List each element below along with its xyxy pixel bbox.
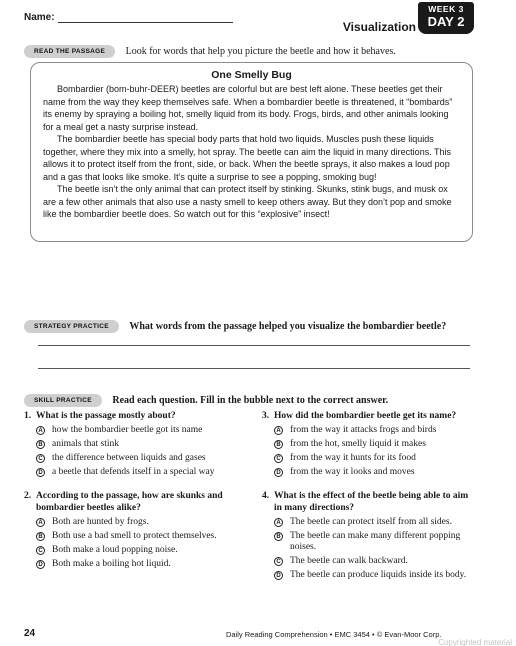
option-text: from the way it hunts for its food [290,452,416,463]
question-2 [24,490,254,570]
passage-title: One Smelly Bug [211,69,292,81]
answer-option[interactable] [24,559,254,571]
question-stem: According to the passage, how are skunks and bombardier beetles alike? [36,491,223,513]
option-text: how the bombardier beetle got its name [52,424,203,435]
name-label: Name: [24,12,55,23]
option-text: from the way it attacks frogs and birds [290,424,437,435]
skill-instruction: Read each question. Fill in the bubble next to the correct answer. [112,395,389,407]
passage-paragraph: The bombardier beetle has special body parts that hold two liquids. Muscles push these liquids together, where they mix into a smelly, hot spray. The beetle can aim the liquid in many directions. This allows it to protect itself from the front, side, or back. When the beetle sprays, it also makes a loud pop and a gas that looks like smoke. It’s quite a surprise to see a popping, smoking bug! [43,134,452,182]
option-text: from the way it looks and moves [290,466,415,477]
question-number: 2. [24,491,32,501]
answer-option[interactable] [262,439,482,451]
question-stem: What is the effect of the beetle being able to aim in many directions? [274,491,469,513]
passage-paragraph: Bombardier (bom-buhr-DEER) beetles are colorful but are best left alone. These beetles get their name from the way they keep themselves safe. When a bombardier beetle is threatened, it “bombards” its enemy by spraying a boiling hot, smelly liquid from its body. Frogs, birds, and other animals looking for a meal get a nasty surprise instead. [43,84,453,132]
answer-bubble[interactable]: D [274,571,283,580]
option-text: a beetle that defends itself in a special way [52,466,215,477]
answer-bubble[interactable]: D [274,468,283,477]
option-text: The beetle can protect itself from all sides. [290,516,452,527]
read-passage-pill: READ THE PASSAGE [24,45,115,58]
option-text: Both make a loud popping noise. [52,544,178,555]
answer-bubble[interactable]: B [36,440,45,449]
answer-bubble[interactable]: C [36,454,45,463]
day-label: DAY 2 [427,14,465,29]
answer-bubble[interactable]: C [274,454,283,463]
question-number: 1. [24,411,32,421]
strategy-practice-row [24,318,446,336]
option-text: The beetle can make many different popping noises. [290,530,461,552]
week-day-badge [418,2,474,34]
question-stem: What is the passage mostly about? [36,411,176,421]
answer-bubble[interactable]: B [274,440,283,449]
passage-paragraph: The beetle isn’t the only animal that can protect itself by stinking. Skunks, stink bugs, and musk ox are a few other animals that also use a nasty smell to keep others away. But they don’t pop and smoke like the bombardier beetle does. So watch out for this “explosive” insect! [43,184,452,219]
question-number: 3. [262,411,270,421]
answer-option[interactable] [262,425,482,437]
answer-option[interactable] [262,517,472,529]
answer-option[interactable] [262,531,472,554]
answer-line[interactable] [38,345,470,346]
question-3 [262,410,482,478]
read-passage-row [24,43,396,61]
answer-bubble[interactable]: A [36,518,45,527]
answer-bubble[interactable]: A [274,518,283,527]
answer-bubble[interactable]: C [274,557,283,566]
skill-practice-pill: SKILL PRACTICE [24,394,102,407]
option-text: Both are hunted by frogs. [52,516,149,527]
answer-option[interactable] [262,453,482,465]
option-text: Both make a boiling hot liquid. [52,558,171,569]
answer-option[interactable] [24,531,254,543]
answer-option[interactable] [24,453,254,465]
answer-bubble[interactable]: B [274,532,283,541]
footer-credit: Daily Reading Comprehension • EMC 3454 • © Evan-Moor Corp. [226,630,442,639]
answer-option[interactable] [24,545,254,557]
option-text: Both use a bad smell to protect themselves. [52,530,217,541]
skill-topic: Visualization [342,20,416,34]
page-number: 24 [24,628,36,639]
passage-box [30,62,473,242]
question-4 [262,490,472,582]
answer-option[interactable] [24,517,254,529]
answer-bubble[interactable]: B [36,532,45,541]
option-text: from the hot, smelly liquid it makes [290,438,426,449]
question-1 [24,410,254,478]
name-line[interactable] [58,13,233,23]
strategy-question: What words from the passage helped you visualize the bombardier beetle? [129,321,447,333]
option-text: The beetle can produce liquids inside its body. [290,570,467,580]
question-number: 4. [262,491,270,501]
answer-bubble[interactable]: D [36,468,45,477]
answer-bubble[interactable]: A [36,426,45,435]
answer-option[interactable] [262,570,472,582]
option-text: The beetle can walk backward. [290,556,408,566]
answer-option[interactable] [24,425,254,437]
week-label: WEEK 3 [428,4,464,14]
strategy-practice-pill: STRATEGY PRACTICE [24,320,119,333]
answer-option[interactable] [24,467,254,479]
answer-bubble[interactable]: C [36,546,45,555]
option-text: the difference between liquids and gases [52,452,206,463]
question-stem: How did the bombardier beetle get its name? [274,411,457,421]
answer-line[interactable] [38,368,470,369]
read-passage-instruction: Look for words that help you picture the beetle and how it behaves. [125,46,396,58]
answer-bubble[interactable]: A [274,426,283,435]
skill-practice-row [24,392,388,410]
option-text: animals that stink [52,438,120,449]
watermark: Copyrighted material [438,638,512,646]
answer-option[interactable] [262,467,482,479]
answer-option[interactable] [24,439,254,451]
answer-option[interactable] [262,556,472,568]
answer-bubble[interactable]: D [36,560,45,569]
name-row [24,12,233,23]
